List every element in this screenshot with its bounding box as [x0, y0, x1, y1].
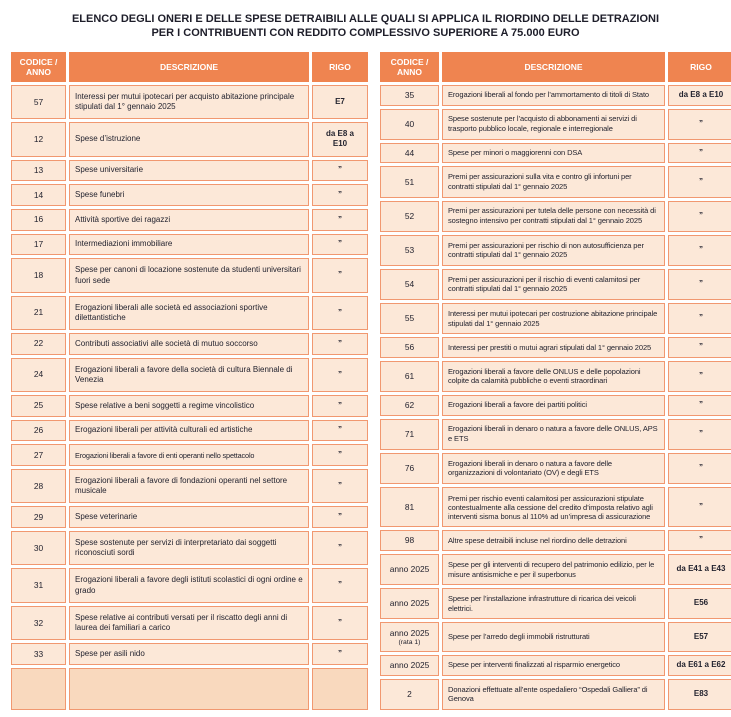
description-cell: Spese veterinarie: [69, 506, 309, 528]
code-cell: 26: [11, 420, 66, 442]
rigo-cell: ”: [668, 235, 731, 266]
rigo-cell: ”: [312, 234, 368, 256]
table-row: [11, 469, 368, 503]
table-row: [380, 395, 731, 416]
code-cell: 13: [11, 160, 66, 182]
description-cell: Spese relative a beni soggetti a regime vincolistico: [69, 395, 309, 417]
rigo-cell: da E8 a E10: [668, 85, 731, 106]
page-title: [8, 13, 723, 40]
description-cell: Spese per canoni di locazione sostenute da studenti universitari fuori sede: [69, 258, 309, 292]
rigo-cell: da E8 a E10: [312, 122, 368, 156]
code-cell: 29: [11, 506, 66, 528]
table-row: [380, 85, 731, 106]
description-cell: Spese per l’installazione infrastrutture di ricarica dei veicoli elettrici.: [442, 588, 665, 619]
table-row: [11, 568, 368, 602]
rigo-cell: ”: [668, 303, 731, 334]
rigo-cell: ”: [312, 568, 368, 602]
code-cell: 62: [380, 395, 439, 416]
table-row: [380, 303, 731, 334]
table-row: [11, 531, 368, 565]
table-row: [380, 530, 731, 551]
code-cell: 18: [11, 258, 66, 292]
description-cell: Spese per gli interventi di recupero del patrimonio edilizio, per le misure antisismiche e per il superbonus: [442, 554, 665, 585]
description-cell: Erogazioni liberali alle società ed associazioni sportive dilettantistiche: [69, 296, 309, 330]
table-row: [380, 361, 731, 392]
rigo-cell: [312, 668, 368, 710]
code-cell: 14: [11, 184, 66, 206]
column-header-rigo: RIGO: [668, 52, 731, 82]
rigo-cell: ”: [668, 395, 731, 416]
rigo-cell: ”: [668, 419, 731, 450]
rigo-cell: ”: [312, 333, 368, 355]
rigo-cell: E7: [312, 85, 368, 119]
description-cell: Erogazioni liberali in denaro o natura a favore delle ONLUS, APS e ETS: [442, 419, 665, 450]
rigo-cell: ”: [312, 420, 368, 442]
code-cell: 22: [11, 333, 66, 355]
table-row: [380, 679, 731, 710]
description-cell: Erogazioni liberali a favore dei partiti politici: [442, 395, 665, 416]
rigo-cell: ”: [312, 358, 368, 392]
description-cell: Contributi associativi alle società di mutuo soccorso: [69, 333, 309, 355]
right-header-row: [380, 52, 731, 82]
right-table-body: [380, 85, 731, 710]
empty-row: [11, 668, 368, 710]
table-row: [380, 143, 731, 164]
table-row: [380, 269, 731, 300]
rigo-cell: E83: [668, 679, 731, 710]
title-line-1: ELENCO DEGLI ONERI E DELLE SPESE DETRAIBILI ALLE QUALI SI APPLICA IL RIORDINO DELLE DETRAZIONI: [71, 13, 660, 25]
rigo-cell: ”: [668, 143, 731, 164]
description-cell: Premi per assicurazioni per tutela delle persone con necessità di sostegno intensivo per contratti stipulati dal 1° gennaio 2025: [442, 201, 665, 232]
code-cell: anno 2025: [380, 554, 439, 585]
table-row: [11, 85, 368, 119]
table-row: [11, 184, 368, 206]
table-row: [11, 358, 368, 392]
table-row: [11, 333, 368, 355]
description-cell: Premi per rischio eventi calamitosi per assicurazioni stipulate contestualmente alla cessione del credito d’imposta relativo agli interventi sisma bonus al 110% ad un’impresa di assicurazione: [442, 487, 665, 527]
column-header-rigo: RIGO: [312, 52, 368, 82]
code-cell: 27: [11, 444, 66, 466]
rigo-cell: ”: [312, 606, 368, 640]
title-line-2: PER I CONTRIBUENTI CON REDDITO COMPLESSIVO SUPERIORE A 75.000 EURO: [151, 26, 580, 39]
code-cell: 2: [380, 679, 439, 710]
description-cell: Erogazioni liberali a favore degli istituti scolastici di ogni ordine e grado: [69, 568, 309, 602]
code-cell: 33: [11, 643, 66, 665]
description-cell: Erogazioni liberali in denaro o natura a favore delle organizzazioni di volontariato (OV) e degli ETS: [442, 453, 665, 484]
rigo-cell: ”: [312, 209, 368, 231]
description-cell: Interessi per prestiti o mutui agrari stipulati dal 1° gennaio 2025: [442, 337, 665, 358]
table-row: [380, 109, 731, 140]
rigo-cell: ”: [668, 487, 731, 527]
table-row: [11, 160, 368, 182]
rigo-cell: ”: [668, 109, 731, 140]
code-cell: anno 2025 (rata 1): [380, 622, 439, 652]
code-cell: 24: [11, 358, 66, 392]
code-cell: 44: [380, 143, 439, 164]
code-cell: 76: [380, 453, 439, 484]
code-cell: anno 2025: [380, 588, 439, 619]
rigo-cell: ”: [312, 258, 368, 292]
column-header-codice-anno: CODICE / ANNO: [380, 52, 439, 82]
code-cell: 32: [11, 606, 66, 640]
description-cell: Spese sostenute per l’acquisto di abbonamenti ai servizi di trasporto pubblico locale, regionale e interregionale: [442, 109, 665, 140]
rigo-cell: ”: [312, 469, 368, 503]
code-cell: 53: [380, 235, 439, 266]
code-cell: 56: [380, 337, 439, 358]
description-cell: Erogazioni liberali al fondo per l’ammortamento di titoli di Stato: [442, 85, 665, 106]
rigo-cell: ”: [312, 444, 368, 466]
code-cell: anno 2025: [380, 655, 439, 676]
description-cell: Interessi per mutui ipotecari per acquisto abitazione principale stipulati dal 1° gennaio 2025: [69, 85, 309, 119]
rigo-cell: ”: [312, 296, 368, 330]
table-row: [11, 209, 368, 231]
rigo-cell: ”: [668, 337, 731, 358]
code-cell: 71: [380, 419, 439, 450]
code-cell: 57: [11, 85, 66, 119]
description-cell: Spese relative ai contributi versati per il riscatto degli anni di laurea dei familiari a carico: [69, 606, 309, 640]
rigo-cell: ”: [668, 201, 731, 232]
description-cell: Attività sportive dei ragazzi: [69, 209, 309, 231]
description-cell: Spese universitarie: [69, 160, 309, 182]
left-table: [8, 49, 371, 713]
left-header-row: [11, 52, 368, 82]
column-header-descrizione: DESCRIZIONE: [69, 52, 309, 82]
description-cell: Erogazioni liberali a favore di enti operanti nello spettacolo: [69, 444, 309, 466]
description-cell: Erogazioni liberali per attività culturali ed artistiche: [69, 420, 309, 442]
code-cell: 21: [11, 296, 66, 330]
code-cell: 52: [380, 201, 439, 232]
code-cell: 54: [380, 269, 439, 300]
table-row: [11, 296, 368, 330]
table-row: [380, 337, 731, 358]
rigo-cell: ”: [312, 395, 368, 417]
description-cell: Erogazioni liberali a favore di fondazioni operanti nel settore musicale: [69, 469, 309, 503]
rigo-cell: ”: [668, 361, 731, 392]
description-cell: Spese per interventi finalizzati al risparmio energetico: [442, 655, 665, 676]
description-cell: Donazioni effettuate all’ente ospedaliero “Ospedali Galliera” di Genova: [442, 679, 665, 710]
rigo-cell: ”: [312, 184, 368, 206]
description-cell: Spese d’istruzione: [69, 122, 309, 156]
tables-container: [8, 49, 726, 713]
code-cell: 81: [380, 487, 439, 527]
rigo-cell: ”: [668, 269, 731, 300]
column-header-codice-anno: CODICE / ANNO: [11, 52, 66, 82]
rigo-cell: ”: [312, 506, 368, 528]
code-cell: 35: [380, 85, 439, 106]
code-sub-label: (rata 1): [398, 638, 421, 646]
right-table: [377, 49, 731, 713]
description-cell: Interessi per mutui ipotecari per costruzione abitazione principale stipulati dal 1° gennaio 2025: [442, 303, 665, 334]
description-cell: Spese per asili nido: [69, 643, 309, 665]
rigo-cell: ”: [668, 530, 731, 551]
table-row: [380, 554, 731, 585]
code-cell: 98: [380, 530, 439, 551]
table-row: [380, 622, 731, 652]
description-cell: Erogazioni liberali a favore della società di cultura Biennale di Venezia: [69, 358, 309, 392]
table-row: [11, 606, 368, 640]
rigo-cell: ”: [312, 643, 368, 665]
table-row: [11, 258, 368, 292]
description-cell: Premi per assicurazioni per il rischio di eventi calamitosi per contratti stipulati dal 1° gennaio 2025: [442, 269, 665, 300]
left-table-body: [11, 85, 368, 710]
table-row: [11, 395, 368, 417]
code-cell: 51: [380, 166, 439, 197]
table-row: [380, 201, 731, 232]
table-row: [11, 234, 368, 256]
rigo-cell: E56: [668, 588, 731, 619]
rigo-cell: ”: [312, 531, 368, 565]
table-row: [380, 235, 731, 266]
code-cell: 17: [11, 234, 66, 256]
table-row: [11, 506, 368, 528]
code-cell: 55: [380, 303, 439, 334]
description-cell: Spese funebri: [69, 184, 309, 206]
table-row: [380, 655, 731, 676]
code-cell: 16: [11, 209, 66, 231]
description-cell: Premi per assicurazioni sulla vita e contro gli infortuni per contratti stipulati dal 1° gennaio 2025: [442, 166, 665, 197]
description-cell: Premi per assicurazioni per rischio di non autosufficienza per contratti stipulati dal 1° gennaio 2025: [442, 235, 665, 266]
rigo-cell: ”: [312, 160, 368, 182]
description-cell: Intermediazioni immobiliare: [69, 234, 309, 256]
table-row: [380, 166, 731, 197]
table-row: [11, 122, 368, 156]
code-cell: [11, 668, 66, 710]
table-row: [380, 453, 731, 484]
table-row: [380, 588, 731, 619]
column-header-descrizione: DESCRIZIONE: [442, 52, 665, 82]
description-cell: Altre spese detraibili incluse nel riordino delle detrazioni: [442, 530, 665, 551]
code-cell: 31: [11, 568, 66, 602]
code-cell: 40: [380, 109, 439, 140]
table-row: [11, 643, 368, 665]
table-row: [380, 487, 731, 527]
rigo-cell: E57: [668, 622, 731, 652]
rigo-cell: da E61 a E62: [668, 655, 731, 676]
description-cell: Spese sostenute per servizi di interpretariato dai soggetti riconosciuti sordi: [69, 531, 309, 565]
description-cell: Erogazioni liberali a favore delle ONLUS e delle popolazioni colpite da calamità pubbliche o eventi straordinari: [442, 361, 665, 392]
code-cell: 61: [380, 361, 439, 392]
code-cell: 25: [11, 395, 66, 417]
code-cell: 28: [11, 469, 66, 503]
table-row: [380, 419, 731, 450]
description-cell: [69, 668, 309, 710]
code-cell: 30: [11, 531, 66, 565]
rigo-cell: da E41 a E43: [668, 554, 731, 585]
description-cell: Spese per minori o maggiorenni con DSA: [442, 143, 665, 164]
description-cell: Spese per l’arredo degli immobili ristrutturati: [442, 622, 665, 652]
code-cell: 12: [11, 122, 66, 156]
rigo-cell: ”: [668, 453, 731, 484]
table-row: [11, 420, 368, 442]
table-row: [11, 444, 368, 466]
rigo-cell: ”: [668, 166, 731, 197]
